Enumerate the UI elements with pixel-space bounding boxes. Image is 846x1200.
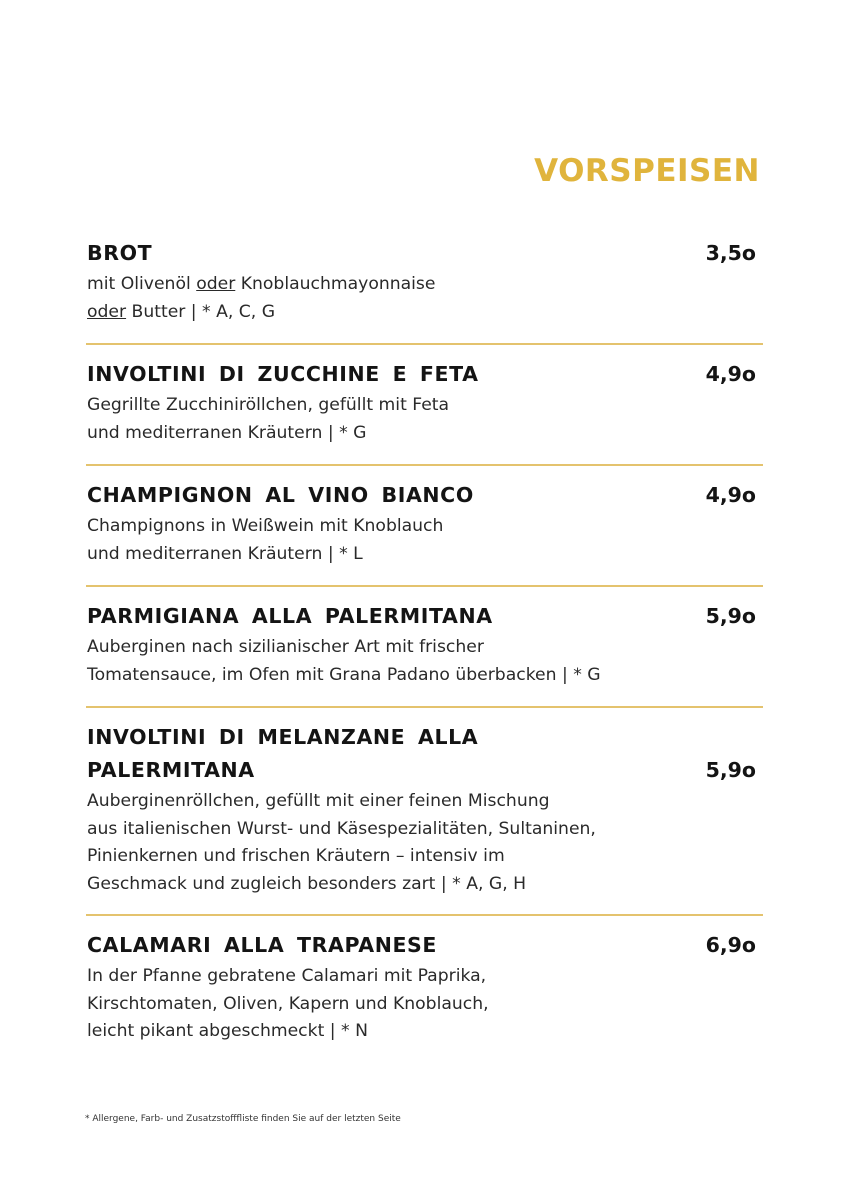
item-header [87, 721, 763, 787]
allergen-footnote: * Allergene, Farb- und Zusatzstofffliste finden Sie auf der letzten Seite [85, 1114, 401, 1124]
item-header [87, 929, 763, 962]
desc-underlined-text: oder [196, 274, 236, 294]
item-name: INVOLTINI DI ZUCCHINE E FETA [87, 362, 479, 386]
item-name: CALAMARI ALLA TRAPANESE [87, 933, 438, 957]
item-description: Champignons in Weißwein mit Knoblauch und mediterranen Kräutern | * L [87, 516, 444, 564]
divider [86, 914, 763, 916]
divider [86, 585, 763, 587]
item-price: 4,9o [705, 362, 756, 386]
item-description [87, 271, 727, 326]
item-description: Auberginenröllchen, gefüllt mit einer feinen Mischung aus italienischen Wurst- und Käsespezialitäten, Sultaninen, Pinienkernen und frischen Kräutern – intensiv im Geschmack und zugleich besonders zart | * A, G, H [87, 791, 596, 894]
menu-item-champignon [87, 479, 763, 568]
item-header [87, 358, 763, 391]
item-price: 5,9o [705, 758, 756, 782]
item-header [87, 479, 763, 512]
item-name: BROT [87, 241, 153, 265]
item-price: 3,5o [705, 241, 756, 265]
menu-item-parmigiana [87, 600, 763, 689]
section-title: VORSPEISEN [534, 153, 760, 189]
item-name: INVOLTINI DI MELANZANE ALLA PALERMITANA [87, 725, 479, 782]
item-description: Auberginen nach sizilianischer Art mit frischer Tomatensauce, im Ofen mit Grana Padano überbacken | * G [87, 637, 601, 685]
item-price: 4,9o [705, 483, 756, 507]
desc-underlined-text: oder [87, 301, 127, 322]
item-header [87, 237, 763, 270]
divider [86, 343, 763, 345]
desc-text: Butter | * A, C, G [126, 301, 276, 322]
menu-item-calamari [87, 929, 763, 1046]
item-price: 5,9o [705, 604, 756, 628]
desc-text: Knoblauchmayonnaise [240, 274, 436, 294]
menu-item-brot [87, 237, 763, 326]
item-name: CHAMPIGNON AL VINO BIANCO [87, 483, 474, 507]
desc-text: mit Olivenöl [87, 274, 197, 294]
item-name: PARMIGIANA ALLA PALERMITANA [87, 604, 493, 628]
divider [86, 464, 763, 466]
item-price: 6,9o [705, 933, 756, 957]
menu-item-involtini-melanzane [87, 721, 763, 898]
menu-item-involtini-zucchine [87, 358, 763, 447]
item-description: Gegrillte Zucchiniröllchen, gefüllt mit Feta und mediterranen Kräutern | * G [87, 395, 450, 443]
divider [86, 706, 763, 708]
item-description: In der Pfanne gebratene Calamari mit Paprika, Kirschtomaten, Oliven, Kapern und Knoblauch, leicht pikant abgeschmeckt | * N [87, 966, 489, 1041]
item-header [87, 600, 763, 633]
